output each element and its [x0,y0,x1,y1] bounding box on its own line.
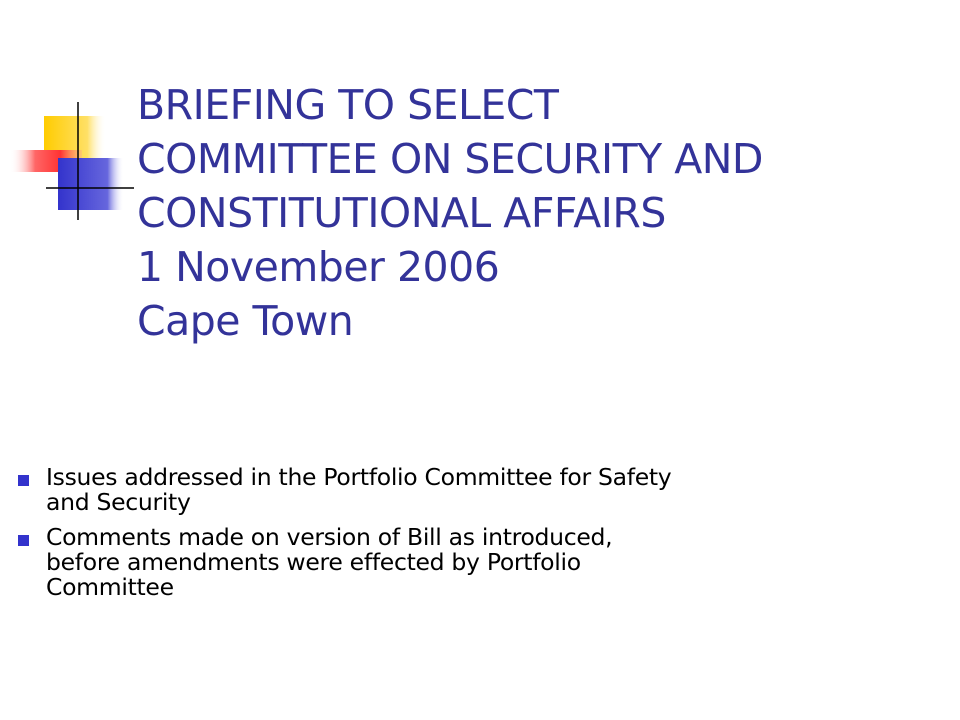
decorative-squares-logo [0,0,140,230]
square-bullet-icon [18,475,29,486]
slide-title [137,78,947,348]
list-item [0,525,946,600]
bullet-text-line: and Security [46,488,191,516]
bullet-text-line: Issues addressed in the Portfolio Committee for Safety [46,463,672,491]
bullet-list [0,465,960,610]
title-line: CONSTITUTIONAL AFFAIRS [137,189,666,237]
bullet-text-line: Comments made on version of Bill as introduced, [46,523,613,551]
square-bullet-icon [18,535,29,546]
title-line: 1 November 2006 [137,243,500,291]
list-item [0,465,946,515]
bullet-text-line: Committee [46,573,174,601]
deco-blue-square [58,158,124,210]
bullet-text-line: before amendments were effected by Portfolio [46,548,581,576]
title-line: COMMITTEE ON SECURITY AND [137,135,763,183]
title-line: BRIEFING TO SELECT [137,81,559,129]
title-line: Cape Town [137,297,354,345]
